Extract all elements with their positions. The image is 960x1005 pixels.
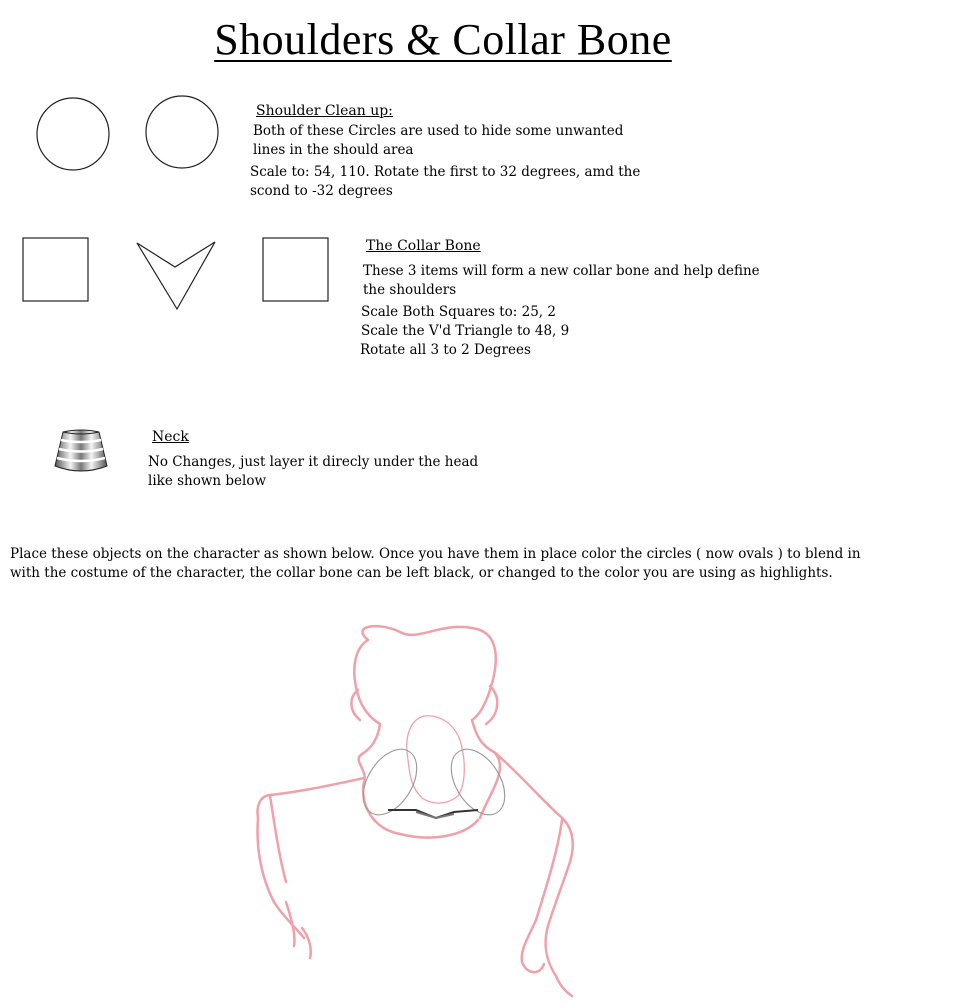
circle-shape-1 [35, 97, 111, 173]
neck-shape [50, 428, 114, 478]
neck-line: like shown below [148, 473, 267, 489]
neck-heading: Neck [152, 429, 189, 445]
square-shape-1 [22, 237, 90, 303]
collar-line: the shoulders [363, 282, 457, 298]
neck-line: No Changes, just layer it direcly under the head [148, 454, 479, 470]
collar-heading: The Collar Bone [366, 238, 481, 254]
shoulder-line: lines in the should area [253, 142, 414, 158]
instructions-text: Place these objects on the character as shown below. Once you have them in place color the circles ( now ovals ) to blend in with the costume of the character, the collar bone can be left black, or changed to the color you are using as highlights. [10, 546, 861, 581]
collar-line: Scale the V'd Triangle to 48, 9 [361, 323, 570, 339]
character-illustration [240, 620, 600, 1005]
shoulder-heading: Shoulder Clean up: [256, 103, 393, 119]
shoulder-line: Both of these Circles are used to hide some unwanted [253, 123, 624, 139]
collar-line: Scale Both Squares to: 25, 2 [361, 304, 556, 320]
v-triangle-shape [135, 240, 217, 312]
shoulder-line: Scale to: 54, 110. Rotate the first to 32 degrees, amd the [250, 164, 641, 180]
shoulder-line: scond to -32 degrees [250, 183, 393, 199]
square-shape-2 [262, 237, 330, 303]
collar-line: Rotate all 3 to 2 Degrees [360, 342, 531, 358]
page-title: Shoulders & Collar Bone [214, 15, 672, 64]
circle-shape-2 [145, 95, 221, 171]
collar-line: These 3 items will form a new collar bone and help define [363, 263, 760, 279]
